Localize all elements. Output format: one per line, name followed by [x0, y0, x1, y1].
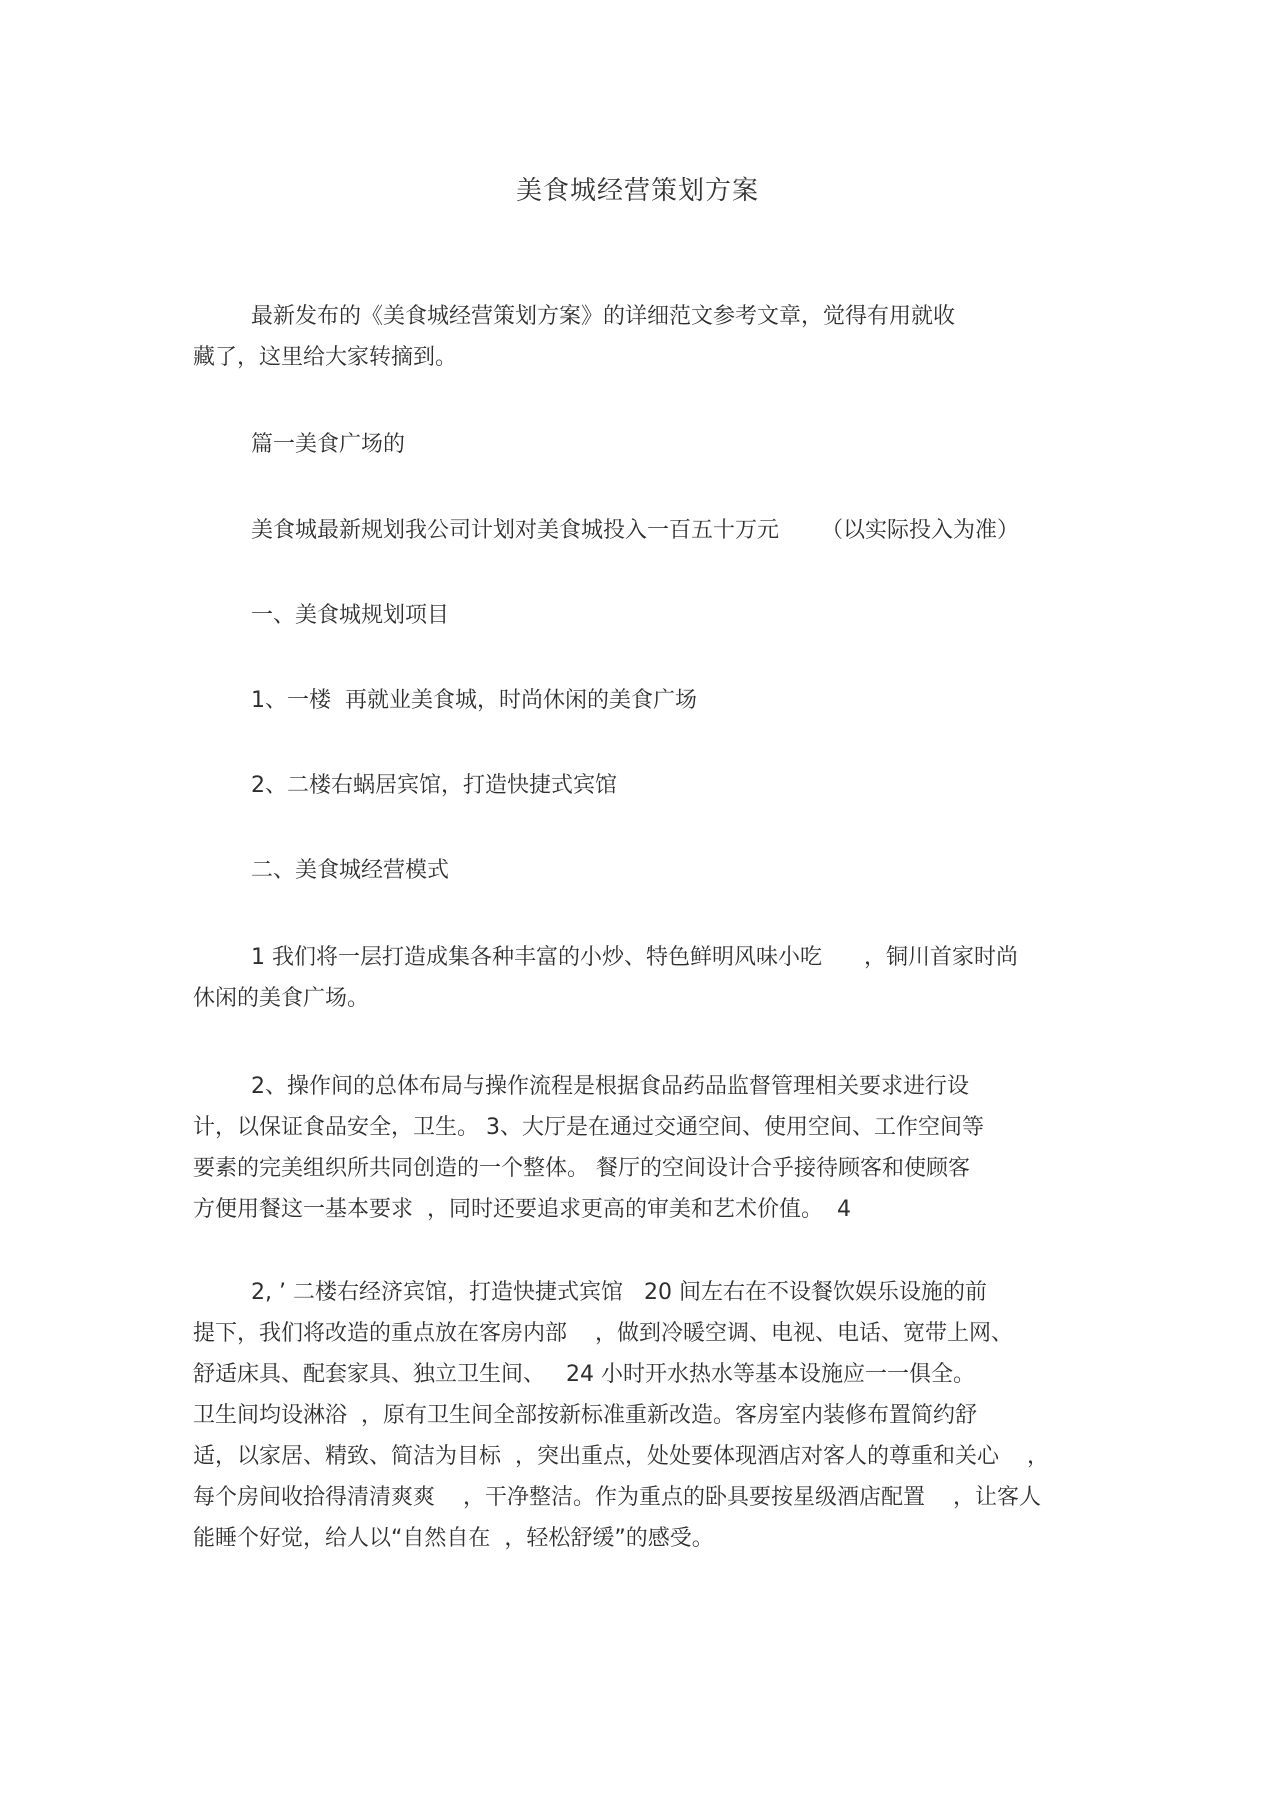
paragraph-1: 1 我们将一层打造成集各种丰富的小炒、特色鲜明风味小吃 ，铜川首家时尚 休闲的美食广场。 — [193, 945, 1018, 1011]
heading-operation-mode: 二、美食城经营模式 — [251, 858, 450, 883]
paragraph-3: 2, ’ 二楼右经济宾馆，打造快捷式宾馆 20 间左右在不设餐饮娱乐设施的前 提下，我们将改造的重点放在客房内部 ，做到冷暖空调、电视、电话、宽带上网、 舒适床具、配套家具、独立卫生间、 24 小时开水热水等基本设施应一一俱全。 卫生间均设淋浴 ，原有卫生间全部按新标准重新改造。客房室内装修布置简约舒 适，以家居、精致、简洁为目标 ，突出重点，处处要体现酒店对客人的尊重和关心 ， 每个房间收拾得清清爽爽 ，干净整洁。作为重点的卧具要按星级酒店配置 ，让客人 能睡个好觉，给人以“自然自在 ，轻松舒缓”的感受。 — [193, 1280, 1049, 1551]
item-first-floor: 1、一楼 再就业美食城，时尚休闲的美食广场 — [251, 688, 697, 713]
heading-planning-projects: 一、美食城规划项目 — [251, 603, 450, 628]
section-heading: 篇一美食广场的 — [251, 432, 406, 457]
intro-paragraph — [193, 296, 1093, 378]
item-second-floor: 2、二楼右蜗居宾馆，打造快捷式宾馆 — [251, 773, 617, 798]
document-title: 美食城经营策划方案 — [515, 176, 759, 206]
paragraph-2: 2、操作间的总体布局与操作流程是根据食品药品监督管理相关要求进行设 计，以保证食品安全，卫生。 3、大厅是在通过交通空间、使用空间、工作空间等 要素的完美组织所共同创造的一个整体。 餐厅的空间设计合乎接待顾客和使顾客 方便用餐这一基本要求 ，同时还要追求更高的审美和艺术价值。 4 — [193, 1074, 984, 1222]
intro-line-2: 藏了，这里给大家转摘到。 — [193, 345, 458, 370]
intro-line-1: 最新发布的《美食城经营策划方案》的详细范文参考文章，觉得有用就收 — [251, 304, 956, 329]
investment-line: 美食城最新规划我公司计划对美食城投入一百五十万元 （以实际投入为准） — [251, 518, 1019, 543]
